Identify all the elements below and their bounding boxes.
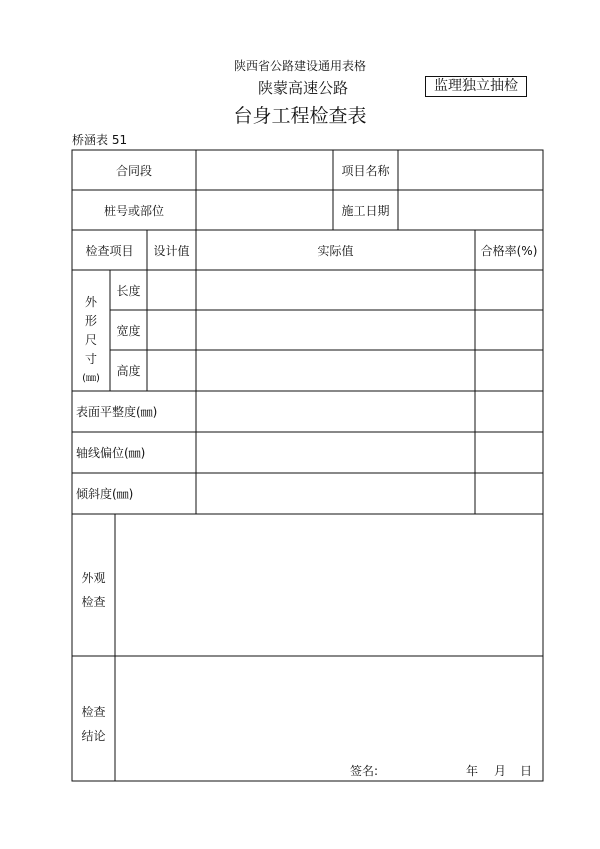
province-form-title: 陕西省公路建设通用表格 — [233, 59, 366, 73]
contract-section-label: 合同段 — [115, 163, 152, 178]
signature-year: 年 — [466, 764, 479, 778]
conclusion-label: 检查 结论 — [81, 705, 106, 743]
item-inclination: 倾斜度(㎜) — [76, 487, 134, 501]
col-header-actual: 实际值 — [317, 243, 354, 258]
supervision-stamp: 监理独立抽检 — [425, 76, 527, 97]
appearance-check-area[interactable] — [116, 515, 542, 655]
page-title: 台身工程检查表 — [233, 105, 367, 127]
station-location-value[interactable] — [197, 191, 332, 229]
item-axis-offset: 轴线偏位(㎜) — [76, 446, 146, 460]
col-header-item: 检查项目 — [85, 243, 134, 258]
project-name-value[interactable] — [399, 151, 542, 189]
col-header-design: 设计值 — [153, 243, 190, 258]
construction-date-label: 施工日期 — [341, 203, 390, 218]
project-name-label: 项目名称 — [341, 163, 390, 178]
signature-month: 月 — [494, 764, 507, 778]
dimension-item-length: 长度 — [116, 283, 141, 298]
dimension-item-height: 高度 — [116, 364, 141, 378]
item-surface-flatness: 表面平整度(㎜) — [76, 405, 158, 419]
signature-label: 签名: — [350, 764, 379, 778]
construction-date-value[interactable] — [399, 191, 542, 229]
dimension-group-label: 外 形 尺 寸 (㎜) — [82, 295, 100, 384]
project-name-heading: 陕蒙高速公路 — [258, 79, 349, 97]
signature-day: 日 — [520, 764, 533, 778]
form-number: 桥涵表 51 — [72, 133, 128, 147]
conclusion-area[interactable] — [116, 657, 542, 757]
appearance-check-label: 外观 检查 — [81, 571, 106, 609]
dimension-item-width: 宽度 — [116, 323, 141, 338]
col-header-pass-rate: 合格率(%) — [480, 243, 538, 258]
station-location-label: 桩号或部位 — [103, 203, 164, 218]
contract-section-value[interactable] — [197, 151, 332, 189]
